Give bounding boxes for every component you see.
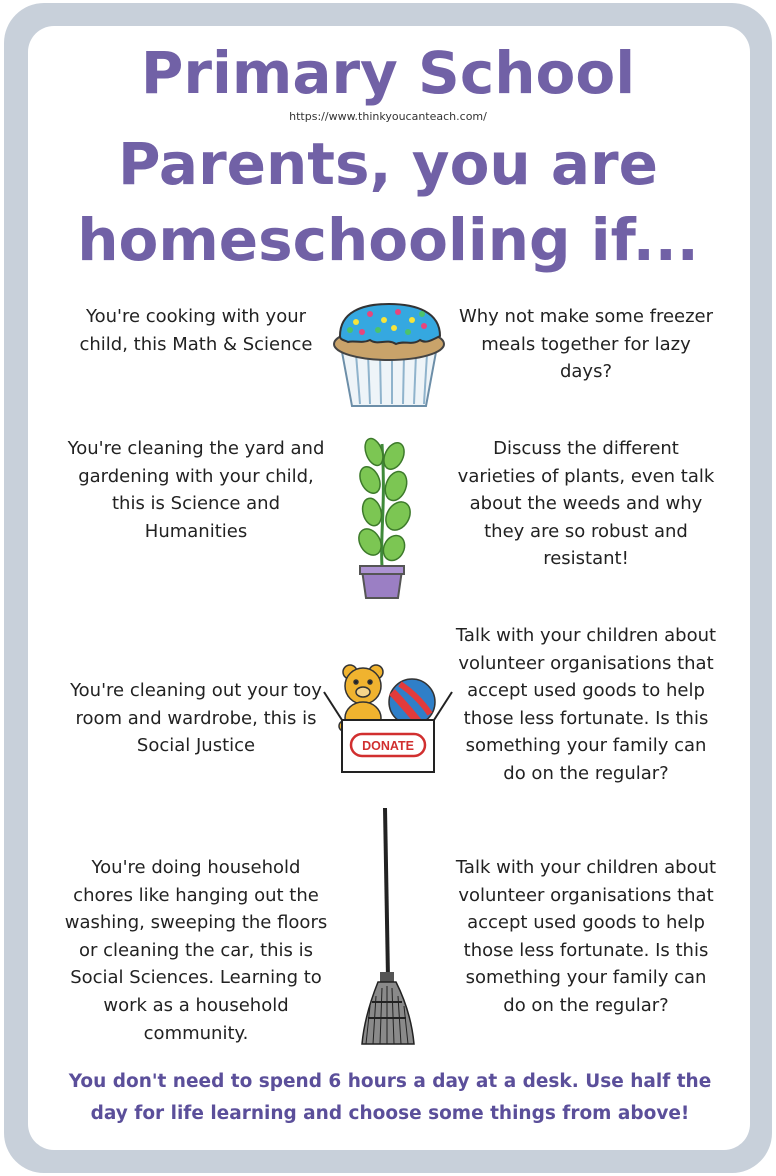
title-line-homeschooling: homeschooling if... (77, 206, 699, 274)
footer-message: You don't need to spend 6 hours a day at a desk. Use half the day for life learning and choose some things from above! (68, 1071, 712, 1124)
row3-right-text: Talk with your children about volunteer organisations that accept used goods to help those less fortunate. Is this something your family can do on the regular? (455, 625, 717, 784)
donate-label: DONATE (362, 739, 414, 753)
row2-right-text: Discuss the different varieties of plants, even talk about the weeds and why they are so robust and resistant! (457, 438, 715, 570)
row2-left-text: You're cleaning the yard and gardening with your child, this is Science and Humanities (67, 438, 325, 542)
row1-right-text: Why not make some freezer meals together for lazy days? (458, 306, 714, 383)
row4-right-text: Talk with your children about volunteer organisations that accept used goods to help those less fortunate. Is this something your family can do on the regular? (455, 857, 717, 1016)
source-url: https://www.thinkyoucanteach.com/ (289, 110, 487, 123)
page-title-homeschooling (0, 126, 776, 278)
page-title-primary-school: Primary School (140, 39, 636, 107)
cupcake-icon (332, 300, 446, 410)
row3-left-text: You're cleaning out your toy room and wardrobe, this is Social Justice (70, 680, 322, 757)
donate-box-icon (324, 662, 452, 774)
potted-plant-icon (352, 434, 422, 600)
broom-icon (358, 806, 416, 1046)
row4-left-text: You're doing household chores like hanging out the washing, sweeping the floors or cleaning the car, this is Social Sciences. Learning to work as a household community. (64, 857, 328, 1044)
row1-left-text: You're cooking with your child, this Math & Science (79, 306, 313, 355)
title-line-parents: Parents, you are (117, 130, 658, 198)
